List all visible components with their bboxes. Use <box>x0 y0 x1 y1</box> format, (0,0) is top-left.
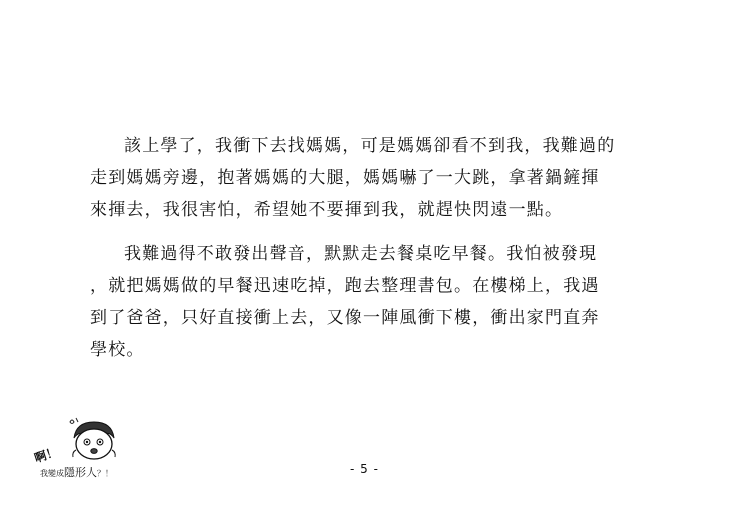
logo-tagline-big: 隱形人 <box>64 466 97 479</box>
paragraph-2-line-2: ，就把媽媽做的早餐迅速吃掉，跑去整理書包。在樓梯上，我遇 <box>90 276 600 296</box>
logo-tagline-prefix: 我變成 <box>40 469 64 478</box>
boy-face-icon <box>62 416 122 464</box>
story-paragraph-2 <box>90 238 670 366</box>
paragraph-2-line-1: 我難過得不敢發出聲音，默默走去餐桌吃早餐。我怕被發現 <box>124 244 598 264</box>
paragraph-1-line-3: 來揮去，我很害怕，希望她不要揮到我，就趕快閃遠一點。 <box>90 200 564 220</box>
paragraph-2-line-3: 到了爸爸，只好直接衝上去，又像一陣風衝下樓，衝出家門直奔 <box>90 308 600 328</box>
paragraph-1-line-1: 該上學了，我衝下去找媽媽，可是媽媽卻看不到我，我難過的 <box>124 136 616 156</box>
paragraph-1-line-2: 走到媽媽旁邊，抱著媽媽的大腿，媽媽嚇了一大跳，拿著鍋鏟揮 <box>90 168 600 188</box>
page-number: - 5 - <box>350 462 379 476</box>
logo-tagline-suffix: ？！ <box>97 469 113 478</box>
paragraph-2-line-4: 學校。 <box>90 340 145 360</box>
logo-exclaim: 啊！ <box>32 444 60 466</box>
story-paragraph-1 <box>90 130 670 226</box>
